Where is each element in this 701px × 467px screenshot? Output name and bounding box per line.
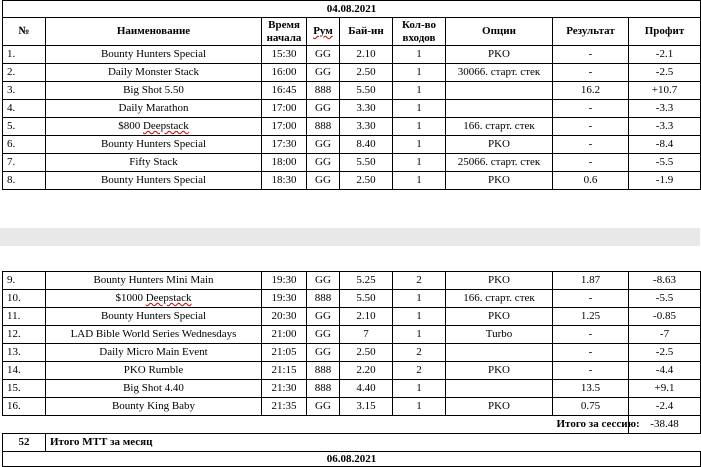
cell-num: 16.	[3, 398, 46, 416]
cell-entries: 1	[393, 380, 446, 398]
header-row	[3, 18, 701, 46]
cell-profit: -3.3	[629, 118, 701, 136]
cell-time: 21:30	[262, 380, 307, 398]
cell-options	[446, 100, 553, 118]
cell-name: Fifty Stack	[46, 154, 262, 172]
cell-num: 3.	[3, 82, 46, 100]
cell-num: 15.	[3, 380, 46, 398]
cell-time: 20:30	[262, 308, 307, 326]
cell-options: PKO	[446, 308, 553, 326]
header-entries: Кол-во входов	[393, 18, 446, 46]
cell-name: Bounty Hunters Special	[46, 172, 262, 190]
cell-entries: 1	[393, 136, 446, 154]
next-date-row	[3, 452, 701, 467]
cell-result: -	[553, 100, 629, 118]
cell-entries: 1	[393, 154, 446, 172]
cell-buyin: 5.50	[340, 82, 393, 100]
cell-num: 4.	[3, 100, 46, 118]
table-row	[3, 308, 701, 326]
cell-options	[446, 380, 553, 398]
cell-room: GG	[307, 344, 340, 362]
cell-options: PKO	[446, 272, 553, 290]
cell-result: 0.75	[553, 398, 629, 416]
table-row	[3, 100, 701, 118]
cell-buyin: 2.10	[340, 308, 393, 326]
cell-buyin: 7	[340, 326, 393, 344]
cell-buyin: 2.50	[340, 172, 393, 190]
cell-profit: -5.5	[629, 154, 701, 172]
cell-name: Daily Monster Stack	[46, 64, 262, 82]
cell-result: -	[553, 290, 629, 308]
cell-profit: +10.7	[629, 82, 701, 100]
cell-entries: 1	[393, 308, 446, 326]
cell-room: GG	[307, 172, 340, 190]
cell-buyin: 2.20	[340, 362, 393, 380]
results-table-top	[2, 0, 701, 190]
header-room: Рум	[307, 18, 340, 46]
cell-time: 21:05	[262, 344, 307, 362]
table-row	[3, 46, 701, 64]
header-profit: Профит	[629, 18, 701, 46]
cell-name: Daily Marathon	[46, 100, 262, 118]
cell-num: 12.	[3, 326, 46, 344]
cell-buyin: 2.50	[340, 344, 393, 362]
cell-time: 17:00	[262, 100, 307, 118]
month-label: Итого МТТ за месяц	[46, 434, 701, 452]
cell-time: 19:30	[262, 272, 307, 290]
session-date: 04.08.2021	[3, 1, 701, 18]
cell-profit: -1.9	[629, 172, 701, 190]
cell-options: PKO	[446, 172, 553, 190]
cell-options: 30066. старт. стек	[446, 64, 553, 82]
cell-time: 18:00	[262, 154, 307, 172]
session-total-value: -38.48	[629, 416, 701, 434]
cell-name: $1000 Deepstack	[46, 290, 262, 308]
cell-buyin: 3.30	[340, 100, 393, 118]
cell-room: GG	[307, 398, 340, 416]
table-row	[3, 82, 701, 100]
cell-room: GG	[307, 64, 340, 82]
cell-result: -	[553, 362, 629, 380]
cell-entries: 1	[393, 290, 446, 308]
table-row	[3, 326, 701, 344]
cell-room: GG	[307, 272, 340, 290]
cell-profit: -2.5	[629, 344, 701, 362]
cell-num: 14.	[3, 362, 46, 380]
results-table-bottom	[2, 271, 701, 467]
page-top	[0, 0, 700, 228]
cell-entries: 1	[393, 172, 446, 190]
cell-room: GG	[307, 136, 340, 154]
cell-name: Bounty Hunters Special	[46, 308, 262, 326]
cell-num: 11.	[3, 308, 46, 326]
cell-num: 6.	[3, 136, 46, 154]
table-row	[3, 272, 701, 290]
cell-options	[446, 344, 553, 362]
cell-options: PKO	[446, 136, 553, 154]
cell-name: Bounty Hunters Special	[46, 136, 262, 154]
cell-profit: +9.1	[629, 380, 701, 398]
cell-buyin: 5.25	[340, 272, 393, 290]
cell-time: 17:00	[262, 118, 307, 136]
cell-num: 7.	[3, 154, 46, 172]
cell-room: GG	[307, 308, 340, 326]
cell-buyin: 5.50	[340, 154, 393, 172]
table-row	[3, 398, 701, 416]
cell-name: Big Shot 4.40	[46, 380, 262, 398]
cell-num: 10.	[3, 290, 46, 308]
cell-name: Daily Micro Main Event	[46, 344, 262, 362]
cell-room: 888	[307, 118, 340, 136]
table-row	[3, 380, 701, 398]
cell-options	[446, 82, 553, 100]
cell-profit: -2.1	[629, 46, 701, 64]
cell-entries: 2	[393, 272, 446, 290]
cell-name: Bounty King Baby	[46, 398, 262, 416]
cell-time: 19:30	[262, 290, 307, 308]
cell-result: 0.6	[553, 172, 629, 190]
cell-result: -	[553, 64, 629, 82]
cell-name: Bounty Hunters Mini Main	[46, 272, 262, 290]
cell-buyin: 8.40	[340, 136, 393, 154]
cell-time: 21:35	[262, 398, 307, 416]
header-options: Опции	[446, 18, 553, 46]
cell-time: 18:30	[262, 172, 307, 190]
cell-time: 15:30	[262, 46, 307, 64]
cell-entries: 1	[393, 46, 446, 64]
cell-num: 9.	[3, 272, 46, 290]
cell-options: PKO	[446, 46, 553, 64]
month-count: 52	[3, 434, 46, 452]
header-time: Время начала	[262, 18, 307, 46]
cell-profit: -3.3	[629, 100, 701, 118]
header-num: №	[3, 18, 46, 46]
table-row	[3, 64, 701, 82]
next-date: 06.08.2021	[3, 452, 701, 467]
cell-buyin: 2.50	[340, 64, 393, 82]
cell-num: 13.	[3, 344, 46, 362]
cell-room: GG	[307, 46, 340, 64]
cell-profit: -0.85	[629, 308, 701, 326]
cell-buyin: 2.10	[340, 46, 393, 64]
cell-room: GG	[307, 154, 340, 172]
header-result: Результат	[553, 18, 629, 46]
cell-options: 166. старт. стек	[446, 118, 553, 136]
cell-num: 5.	[3, 118, 46, 136]
cell-num: 1.	[3, 46, 46, 64]
table-row	[3, 136, 701, 154]
cell-result: -	[553, 136, 629, 154]
table-row	[3, 118, 701, 136]
session-total-label: Итого за сессию:	[556, 418, 640, 430]
cell-profit: -8.4	[629, 136, 701, 154]
cell-entries: 1	[393, 398, 446, 416]
cell-buyin: 4.40	[340, 380, 393, 398]
cell-entries: 1	[393, 118, 446, 136]
cell-entries: 2	[393, 362, 446, 380]
cell-profit: -7	[629, 326, 701, 344]
cell-room: GG	[307, 326, 340, 344]
header-name: Наименование	[46, 18, 262, 46]
month-total-row	[3, 434, 701, 452]
cell-options: PKO	[446, 362, 553, 380]
cell-entries: 1	[393, 326, 446, 344]
cell-result: 13.5	[553, 380, 629, 398]
header-buyin: Бай-ин	[340, 18, 393, 46]
cell-buyin: 3.30	[340, 118, 393, 136]
cell-room: 888	[307, 362, 340, 380]
cell-name: PKO Rumble	[46, 362, 262, 380]
cell-options: 25066. старт. стек	[446, 154, 553, 172]
table-row	[3, 290, 701, 308]
table-row	[3, 154, 701, 172]
cell-options: Turbo	[446, 326, 553, 344]
cell-result: 1.87	[553, 272, 629, 290]
cell-options: PKO	[446, 398, 553, 416]
cell-name: $800 Deepstack	[46, 118, 262, 136]
date-row	[3, 1, 701, 18]
cell-time: 21:15	[262, 362, 307, 380]
cell-entries: 1	[393, 64, 446, 82]
session-total-row	[3, 416, 701, 434]
table-row	[3, 172, 701, 190]
cell-time: 17:30	[262, 136, 307, 154]
cell-result: -	[553, 46, 629, 64]
cell-buyin: 5.50	[340, 290, 393, 308]
cell-name: Big Shot 5.50	[46, 82, 262, 100]
table-row	[3, 344, 701, 362]
cell-profit: -2.5	[629, 64, 701, 82]
cell-result: 1.25	[553, 308, 629, 326]
cell-profit: -2.4	[629, 398, 701, 416]
cell-room: 888	[307, 290, 340, 308]
cell-time: 16:45	[262, 82, 307, 100]
cell-name: Bounty Hunters Special	[46, 46, 262, 64]
cell-entries: 1	[393, 82, 446, 100]
cell-buyin: 3.15	[340, 398, 393, 416]
page-break-shade	[0, 228, 700, 246]
cell-options: 166. старт. стек	[446, 290, 553, 308]
cell-name: LAD Bible World Series Wednesdays	[46, 326, 262, 344]
cell-result: -	[553, 118, 629, 136]
cell-time: 21:00	[262, 326, 307, 344]
cell-profit: -8.63	[629, 272, 701, 290]
cell-room: GG	[307, 100, 340, 118]
cell-entries: 1	[393, 100, 446, 118]
cell-profit: -5.5	[629, 290, 701, 308]
cell-num: 2.	[3, 64, 46, 82]
table-row	[3, 362, 701, 380]
cell-room: 888	[307, 82, 340, 100]
cell-entries: 2	[393, 344, 446, 362]
cell-time: 16:00	[262, 64, 307, 82]
cell-room: 888	[307, 380, 340, 398]
cell-result: -	[553, 154, 629, 172]
cell-result: 16.2	[553, 82, 629, 100]
page-bottom	[0, 271, 700, 465]
cell-num: 8.	[3, 172, 46, 190]
cell-profit: -4.4	[629, 362, 701, 380]
cell-result: -	[553, 326, 629, 344]
cell-result: -	[553, 344, 629, 362]
